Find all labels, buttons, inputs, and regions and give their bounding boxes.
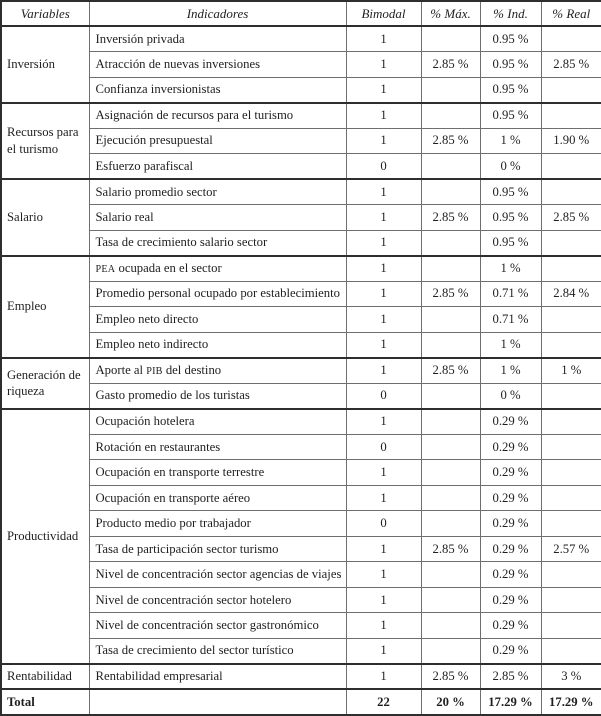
indicator-cell: Rotación en restaurantes bbox=[89, 434, 346, 460]
pct-ind-value: 0.95 % bbox=[480, 230, 541, 256]
bimodal-value: 1 bbox=[346, 230, 421, 256]
pct-real-value: 1 % bbox=[541, 358, 601, 384]
table-row bbox=[1, 77, 601, 103]
indicator-cell: Rentabilidad empresarial bbox=[89, 664, 346, 690]
col-header-bimodal: Bimodal bbox=[346, 1, 421, 26]
pct-max-value bbox=[421, 638, 480, 664]
variable-cell: Inversión bbox=[1, 26, 89, 103]
pct-real-value: 1.90 % bbox=[541, 128, 601, 154]
table-row bbox=[1, 307, 601, 333]
table-header bbox=[1, 1, 601, 26]
bimodal-value: 1 bbox=[346, 613, 421, 639]
table-row bbox=[1, 332, 601, 358]
pct-real-value: 3 % bbox=[541, 664, 601, 690]
indicator-cell: Aporte al PIB del destino bbox=[89, 358, 346, 384]
pct-max-value bbox=[421, 77, 480, 103]
bimodal-value: 0 bbox=[346, 383, 421, 409]
bimodal-value: 1 bbox=[346, 26, 421, 52]
pct-max-value: 2.85 % bbox=[421, 281, 480, 307]
pct-ind-value: 0.71 % bbox=[480, 281, 541, 307]
indicator-cell: Tasa de crecimiento salario sector bbox=[89, 230, 346, 256]
indicator-cell: Atracción de nuevas inversiones bbox=[89, 52, 346, 78]
variable-cell: Empleo bbox=[1, 256, 89, 358]
indicator-cell: Empleo neto directo bbox=[89, 307, 346, 333]
indicator-cell: Asignación de recursos para el turismo bbox=[89, 103, 346, 129]
pct-real-value bbox=[541, 511, 601, 537]
table-row bbox=[1, 613, 601, 639]
table-row bbox=[1, 230, 601, 256]
table-row bbox=[1, 562, 601, 588]
indicator-cell: Gasto promedio de los turistas bbox=[89, 383, 346, 409]
pct-max-value bbox=[421, 511, 480, 537]
bimodal-value: 1 bbox=[346, 485, 421, 511]
pct-ind-value: 1 % bbox=[480, 332, 541, 358]
total-indicator-cell bbox=[89, 689, 346, 715]
indicator-cell: Ejecución presupuestal bbox=[89, 128, 346, 154]
bimodal-value: 1 bbox=[346, 77, 421, 103]
bimodal-value: 1 bbox=[346, 128, 421, 154]
pct-real-value bbox=[541, 26, 601, 52]
pct-max-value bbox=[421, 613, 480, 639]
pct-ind-value: 0.95 % bbox=[480, 26, 541, 52]
pct-ind-value: 0.29 % bbox=[480, 460, 541, 486]
pct-real-value bbox=[541, 77, 601, 103]
pct-max-value bbox=[421, 383, 480, 409]
pct-max-value bbox=[421, 562, 480, 588]
pct-real-value: 2.85 % bbox=[541, 205, 601, 231]
pct-ind-value: 0.29 % bbox=[480, 562, 541, 588]
pct-ind-value: 0.29 % bbox=[480, 409, 541, 435]
pct-max-value bbox=[421, 460, 480, 486]
header-row bbox=[1, 1, 601, 26]
table-row bbox=[1, 358, 601, 384]
pct-real-value bbox=[541, 230, 601, 256]
bimodal-value: 0 bbox=[346, 511, 421, 537]
table-row bbox=[1, 664, 601, 690]
table-row bbox=[1, 485, 601, 511]
pct-max-value bbox=[421, 26, 480, 52]
bimodal-value: 1 bbox=[346, 460, 421, 486]
indicator-cell: Nivel de concentración sector hotelero bbox=[89, 587, 346, 613]
indicator-cell: Tasa de crecimiento del sector turístico bbox=[89, 638, 346, 664]
indicator-cell: Empleo neto indirecto bbox=[89, 332, 346, 358]
table-row bbox=[1, 205, 601, 231]
total-pct-max-value: 20 % bbox=[421, 689, 480, 715]
pct-max-value: 2.85 % bbox=[421, 52, 480, 78]
bimodal-value: 0 bbox=[346, 434, 421, 460]
bimodal-value: 1 bbox=[346, 332, 421, 358]
pct-real-value bbox=[541, 613, 601, 639]
pct-max-value: 2.85 % bbox=[421, 358, 480, 384]
total-bimodal-value: 22 bbox=[346, 689, 421, 715]
table-row bbox=[1, 154, 601, 180]
variable-cell: Productividad bbox=[1, 409, 89, 664]
pct-ind-value: 0.29 % bbox=[480, 536, 541, 562]
pct-ind-value: 0.29 % bbox=[480, 485, 541, 511]
pct-max-value: 2.85 % bbox=[421, 128, 480, 154]
total-label: Total bbox=[1, 689, 89, 715]
indicator-cell: Producto medio por trabajador bbox=[89, 511, 346, 537]
pct-real-value: 2.57 % bbox=[541, 536, 601, 562]
pct-max-value bbox=[421, 485, 480, 511]
pct-ind-value: 0.29 % bbox=[480, 613, 541, 639]
pct-max-value bbox=[421, 307, 480, 333]
pct-ind-value: 0.95 % bbox=[480, 77, 541, 103]
indicator-cell: Nivel de concentración sector gastronómico bbox=[89, 613, 346, 639]
indicator-cell: Inversión privada bbox=[89, 26, 346, 52]
pct-real-value: 2.84 % bbox=[541, 281, 601, 307]
pct-max-value bbox=[421, 230, 480, 256]
indicator-cell: Ocupación hotelera bbox=[89, 409, 346, 435]
total-pct-real-value: 17.29 % bbox=[541, 689, 601, 715]
bimodal-value: 1 bbox=[346, 103, 421, 129]
indicator-cell: Nivel de concentración sector agencias de viajes bbox=[89, 562, 346, 588]
pct-real-value bbox=[541, 307, 601, 333]
bimodal-value: 1 bbox=[346, 562, 421, 588]
col-header-variables: Variables bbox=[1, 1, 89, 26]
table-row bbox=[1, 103, 601, 129]
indicator-cell: Confianza inversionistas bbox=[89, 77, 346, 103]
pct-max-value: 2.85 % bbox=[421, 664, 480, 690]
table-row bbox=[1, 511, 601, 537]
bimodal-value: 1 bbox=[346, 587, 421, 613]
pct-ind-value: 0 % bbox=[480, 383, 541, 409]
table-row bbox=[1, 179, 601, 205]
pct-ind-value: 0.95 % bbox=[480, 205, 541, 231]
pct-ind-value: 0.29 % bbox=[480, 587, 541, 613]
table-row bbox=[1, 383, 601, 409]
table-row bbox=[1, 281, 601, 307]
indicator-cell: PEA ocupada en el sector bbox=[89, 256, 346, 282]
pct-real-value bbox=[541, 434, 601, 460]
pct-real-value bbox=[541, 332, 601, 358]
acronym-smallcaps: PEA bbox=[95, 264, 116, 276]
bimodal-value: 1 bbox=[346, 638, 421, 664]
variable-cell: Rentabilidad bbox=[1, 664, 89, 690]
pct-max-value bbox=[421, 179, 480, 205]
pct-real-value bbox=[541, 103, 601, 129]
pct-real-value: 2.85 % bbox=[541, 52, 601, 78]
col-header-pct-max: % Máx. bbox=[421, 1, 480, 26]
table-row bbox=[1, 409, 601, 435]
col-header-pct-ind: % Ind. bbox=[480, 1, 541, 26]
pct-ind-value: 0.95 % bbox=[480, 52, 541, 78]
pct-real-value bbox=[541, 154, 601, 180]
total-row bbox=[1, 689, 601, 715]
bimodal-value: 1 bbox=[346, 358, 421, 384]
bimodal-value: 1 bbox=[346, 52, 421, 78]
table-row bbox=[1, 128, 601, 154]
col-header-pct-real: % Real bbox=[541, 1, 601, 26]
pct-max-value bbox=[421, 587, 480, 613]
pct-max-value bbox=[421, 154, 480, 180]
pct-ind-value: 0 % bbox=[480, 154, 541, 180]
bimodal-value: 0 bbox=[346, 154, 421, 180]
table-row bbox=[1, 256, 601, 282]
bimodal-value: 1 bbox=[346, 664, 421, 690]
pct-real-value bbox=[541, 409, 601, 435]
table-row bbox=[1, 536, 601, 562]
table-row bbox=[1, 587, 601, 613]
indicator-cell: Salario real bbox=[89, 205, 346, 231]
pct-real-value bbox=[541, 562, 601, 588]
pct-ind-value: 1 % bbox=[480, 256, 541, 282]
bimodal-value: 1 bbox=[346, 536, 421, 562]
table-row bbox=[1, 434, 601, 460]
indicator-cell: Promedio personal ocupado por establecimiento bbox=[89, 281, 346, 307]
table-body bbox=[1, 26, 601, 715]
table-row bbox=[1, 460, 601, 486]
bimodal-value: 1 bbox=[346, 409, 421, 435]
table-row bbox=[1, 638, 601, 664]
pct-ind-value: 0.95 % bbox=[480, 103, 541, 129]
acronym-smallcaps: PIB bbox=[146, 366, 163, 378]
total-pct-ind-value: 17.29 % bbox=[480, 689, 541, 715]
pct-ind-value: 0.95 % bbox=[480, 179, 541, 205]
pct-max-value bbox=[421, 434, 480, 460]
pct-ind-value: 2.85 % bbox=[480, 664, 541, 690]
indicator-cell: Tasa de participación sector turismo bbox=[89, 536, 346, 562]
pct-max-value: 2.85 % bbox=[421, 205, 480, 231]
pct-real-value bbox=[541, 485, 601, 511]
pct-ind-value: 0.29 % bbox=[480, 434, 541, 460]
table-row bbox=[1, 26, 601, 52]
bimodal-value: 1 bbox=[346, 179, 421, 205]
pct-real-value bbox=[541, 179, 601, 205]
table-row bbox=[1, 52, 601, 78]
pct-max-value bbox=[421, 332, 480, 358]
pct-ind-value: 1 % bbox=[480, 128, 541, 154]
indicator-cell: Ocupación en transporte aéreo bbox=[89, 485, 346, 511]
pct-ind-value: 0.29 % bbox=[480, 638, 541, 664]
bimodal-value: 1 bbox=[346, 256, 421, 282]
bimodal-value: 1 bbox=[346, 307, 421, 333]
pct-max-value bbox=[421, 256, 480, 282]
col-header-indicadores: Indicadores bbox=[89, 1, 346, 26]
bimodal-value: 1 bbox=[346, 205, 421, 231]
indicator-cell: Esfuerzo parafiscal bbox=[89, 154, 346, 180]
pct-real-value bbox=[541, 460, 601, 486]
pct-ind-value: 0.29 % bbox=[480, 511, 541, 537]
pct-max-value: 2.85 % bbox=[421, 536, 480, 562]
indicator-cell: Salario promedio sector bbox=[89, 179, 346, 205]
pct-real-value bbox=[541, 383, 601, 409]
pct-real-value bbox=[541, 256, 601, 282]
pct-real-value bbox=[541, 587, 601, 613]
variable-cell: Generación de riqueza bbox=[1, 358, 89, 409]
pct-max-value bbox=[421, 409, 480, 435]
pct-max-value bbox=[421, 103, 480, 129]
indicator-cell: Ocupación en transporte terrestre bbox=[89, 460, 346, 486]
variable-cell: Recursos para el turismo bbox=[1, 103, 89, 180]
pct-ind-value: 1 % bbox=[480, 358, 541, 384]
variable-cell: Salario bbox=[1, 179, 89, 256]
pct-real-value bbox=[541, 638, 601, 664]
pct-ind-value: 0.71 % bbox=[480, 307, 541, 333]
bimodal-value: 1 bbox=[346, 281, 421, 307]
